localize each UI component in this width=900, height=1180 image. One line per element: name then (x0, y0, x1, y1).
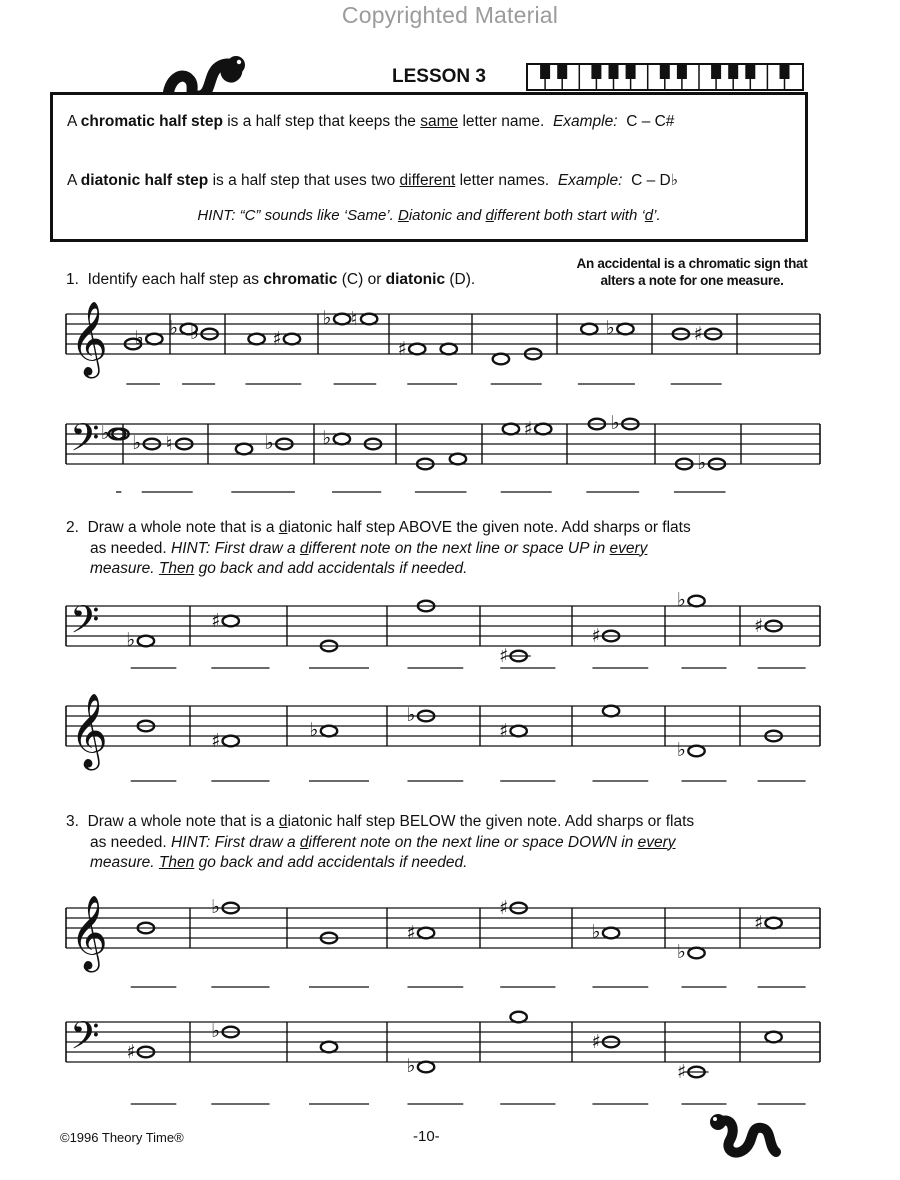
diatonic-term: diatonic half step (80, 172, 209, 189)
measure (211, 730, 269, 781)
whole-note (603, 706, 619, 717)
whole-note (535, 424, 551, 435)
accidental-note-line: An accidental is a chromatic sign that (576, 256, 808, 271)
measure (131, 721, 177, 781)
measure (132, 432, 192, 492)
snake-mascot-icon (706, 1108, 786, 1164)
underlined-letter: d (299, 833, 309, 851)
measure (245, 328, 301, 384)
measure (398, 338, 457, 384)
hint-underlined-letter: d (485, 207, 494, 224)
flat-sign-icon: ♭ (677, 739, 686, 761)
sharp-sign-icon: ♯ (211, 610, 221, 632)
emphasis-word: different (399, 172, 456, 189)
measure (674, 452, 726, 492)
whole-note (765, 918, 781, 929)
natural-sign-icon: ♮ (350, 308, 358, 330)
question-number: 1. (66, 271, 79, 288)
whole-note (450, 454, 466, 465)
flat-sign-icon: ♭ (211, 1020, 221, 1042)
flat-sign-icon: ♭ (677, 941, 686, 963)
copyright-watermark: Copyrighted Material (341, 2, 559, 28)
treble-clef-icon: 𝄞 (70, 896, 108, 970)
whole-note (361, 314, 377, 325)
question-text: iatonic half step ABOVE the given note. Add sharps or flats (287, 519, 691, 536)
natural-sign-icon: ♮ (165, 433, 173, 455)
accidental-note-line: alters a note for one measure. (600, 273, 784, 288)
flat-sign-icon: ♭ (134, 327, 144, 349)
measure (322, 427, 381, 492)
definition-text: is a half step that uses two (208, 172, 400, 189)
flat-sign-icon: ♭ (100, 422, 110, 444)
definition-text: letter names. (455, 172, 550, 189)
hint-text: HINT: First draw a (171, 833, 300, 851)
sharp-sign-icon: ♯ (753, 615, 764, 637)
measure (125, 327, 163, 384)
question-text: iatonic half step BELOW the given note. Add sharps or flats (287, 813, 695, 830)
question-text: Draw a whole note that is a (87, 813, 279, 830)
flat-sign-icon: ♭ (264, 432, 274, 454)
question-text: as needed. (90, 833, 172, 851)
chromatic-term: chromatic half step (80, 113, 223, 130)
flat-sign-icon: ♭ (190, 322, 200, 344)
measure (754, 615, 806, 668)
flat-sign-icon: ♭ (126, 629, 136, 651)
example-value: C – C# (626, 113, 675, 130)
sharp-sign-icon: ♯ (523, 418, 533, 440)
measure (501, 418, 552, 492)
staff-q1-bass (66, 412, 820, 492)
whole-note (223, 736, 239, 747)
measure (309, 641, 369, 668)
whole-note (441, 344, 457, 355)
whole-note (617, 324, 633, 335)
measure (309, 719, 369, 781)
whole-note (223, 616, 239, 627)
question-text: Identify each half step as (87, 271, 264, 288)
measure (499, 720, 555, 781)
whole-note (688, 948, 704, 959)
flat-sign-icon: ♭ (132, 432, 142, 454)
whole-note (418, 928, 434, 939)
hint-text: go back and add accidentals if needed. (194, 854, 468, 871)
flat-sign-icon: ♭ (406, 1055, 416, 1077)
flat-sign-icon: ♭ (322, 307, 332, 329)
sharp-sign-icon: ♯ (126, 1041, 136, 1063)
whole-note (321, 1042, 337, 1053)
question-number: 3. (66, 813, 79, 830)
whole-note (321, 726, 337, 737)
hint-underlined-letter: D (397, 207, 409, 224)
sharp-sign-icon: ♯ (272, 328, 282, 350)
option-diatonic: diatonic (385, 271, 446, 288)
sharp-sign-icon: ♯ (693, 323, 703, 345)
measure (131, 923, 177, 987)
treble-clef-icon: 𝄞 (70, 302, 108, 376)
definition-text: letter name. (458, 113, 545, 130)
flat-sign-icon: ♭ (697, 452, 707, 474)
treble-clef-icon: 𝄞 (70, 694, 108, 768)
measure (231, 432, 295, 492)
sharp-sign-icon: ♯ (406, 922, 416, 944)
whole-note (334, 434, 350, 445)
hint-text: measure. (90, 560, 159, 577)
question-text: Draw a whole note that is a (87, 519, 279, 536)
underlined-letter: d (278, 813, 288, 830)
whole-note (503, 424, 519, 435)
bass-clef-icon: 𝄢 (70, 1013, 100, 1067)
sharp-sign-icon: ♯ (499, 645, 509, 667)
example-label: Example: (557, 172, 623, 189)
measure (500, 1012, 555, 1104)
measure (101, 422, 129, 492)
underlined-letter: d (278, 519, 288, 536)
staff-q2-bass (66, 589, 820, 668)
whole-note (493, 354, 509, 365)
whole-note (510, 726, 526, 737)
measure (758, 731, 806, 781)
flat-sign-icon: ♭ (591, 921, 601, 943)
staff-q1-treble (66, 302, 820, 384)
hint-text: measure. (90, 854, 159, 871)
measure (415, 454, 467, 492)
hint-text: ’. (653, 207, 661, 224)
whole-note (146, 334, 162, 345)
measure (407, 601, 463, 668)
emphasis-word: same (420, 113, 459, 130)
question-text: (C) or (337, 271, 386, 288)
hint-text: ifferent both start with ‘ (493, 207, 645, 224)
footer-copyright: ©1996 Theory Time® (60, 1130, 184, 1145)
whole-note (765, 1032, 781, 1043)
underlined-letter: d (299, 539, 309, 557)
question-text: as needed. (90, 539, 172, 557)
flat-sign-icon: ♭ (406, 704, 416, 726)
sharp-sign-icon: ♯ (397, 338, 407, 360)
hint-text: ifferent note on the next line or space DOWN in (308, 833, 638, 851)
flat-sign-icon: ♭ (211, 896, 221, 918)
option-chromatic: chromatic (263, 271, 338, 288)
whole-note (334, 314, 350, 325)
definition-text: A (67, 113, 81, 130)
whole-note (688, 746, 704, 757)
question-number: 2. (66, 519, 79, 536)
sharp-sign-icon: ♯ (591, 625, 601, 647)
measure (677, 1061, 727, 1104)
whole-note (409, 344, 425, 355)
example-value: C – D♭ (631, 172, 678, 189)
measure (211, 610, 269, 668)
whole-note (418, 1062, 434, 1073)
bass-clef-icon: 𝄢 (70, 415, 100, 469)
sharp-sign-icon: ♯ (676, 1061, 687, 1083)
flat-sign-icon: ♭ (309, 719, 319, 741)
staff-q3-treble (66, 896, 820, 987)
measure (592, 921, 649, 987)
hint-text: iatonic and (408, 207, 486, 224)
whole-note (236, 444, 252, 455)
measure (406, 922, 463, 987)
measure (169, 317, 218, 384)
whole-note (510, 1012, 526, 1023)
measure (126, 1041, 176, 1104)
definition-text: A (67, 172, 81, 189)
measure (323, 307, 378, 384)
hint-text: ifferent note on the next line or space UP in (308, 539, 610, 557)
sharp-sign-icon: ♯ (591, 1031, 601, 1053)
measure (499, 897, 555, 987)
staff-q2-treble (66, 694, 820, 781)
flat-sign-icon: ♭ (169, 317, 179, 339)
definition-text: is a half step that keeps the (222, 113, 421, 130)
staff-q3-bass (66, 1012, 820, 1104)
bass-clef-icon: 𝄢 (70, 597, 100, 651)
sharp-sign-icon: ♯ (499, 897, 509, 919)
whole-note (581, 324, 597, 335)
underlined-word: Then (158, 854, 195, 871)
whole-note (284, 334, 300, 345)
flat-sign-icon: ♭ (677, 589, 686, 611)
measure (677, 589, 726, 668)
flat-sign-icon: ♭ (610, 412, 620, 434)
hint-text: HINT: First draw a (171, 539, 300, 557)
sharp-sign-icon: ♯ (753, 912, 764, 934)
measure (578, 317, 635, 384)
whole-note (603, 928, 619, 939)
question-text: (D). (445, 271, 476, 288)
underlined-word: Then (158, 560, 195, 577)
measure (309, 933, 369, 987)
example-label: Example: (552, 113, 618, 130)
flat-sign-icon: ♭ (605, 317, 615, 339)
whole-note (688, 596, 704, 607)
whole-note (248, 334, 264, 345)
measure (309, 1042, 369, 1104)
measure (677, 739, 726, 781)
flat-sign-icon: ♭ (322, 427, 332, 449)
measure (126, 629, 176, 668)
underlined-word: every (637, 833, 676, 851)
hint-underlined-letter: d (644, 207, 654, 224)
lesson-title: LESSON 3 (392, 66, 486, 87)
hint-text: HINT: “C” sounds like ‘Same’. (197, 207, 398, 224)
measure (499, 645, 555, 668)
sharp-sign-icon: ♯ (499, 720, 509, 742)
measure (754, 912, 806, 987)
measure (211, 896, 269, 987)
whole-note (138, 636, 154, 647)
page-number: -10- (413, 1128, 440, 1145)
hint-text: go back and add accidentals if needed. (194, 560, 468, 577)
underlined-word: every (609, 539, 648, 557)
measure (592, 706, 648, 781)
sharp-sign-icon: ♯ (211, 730, 221, 752)
